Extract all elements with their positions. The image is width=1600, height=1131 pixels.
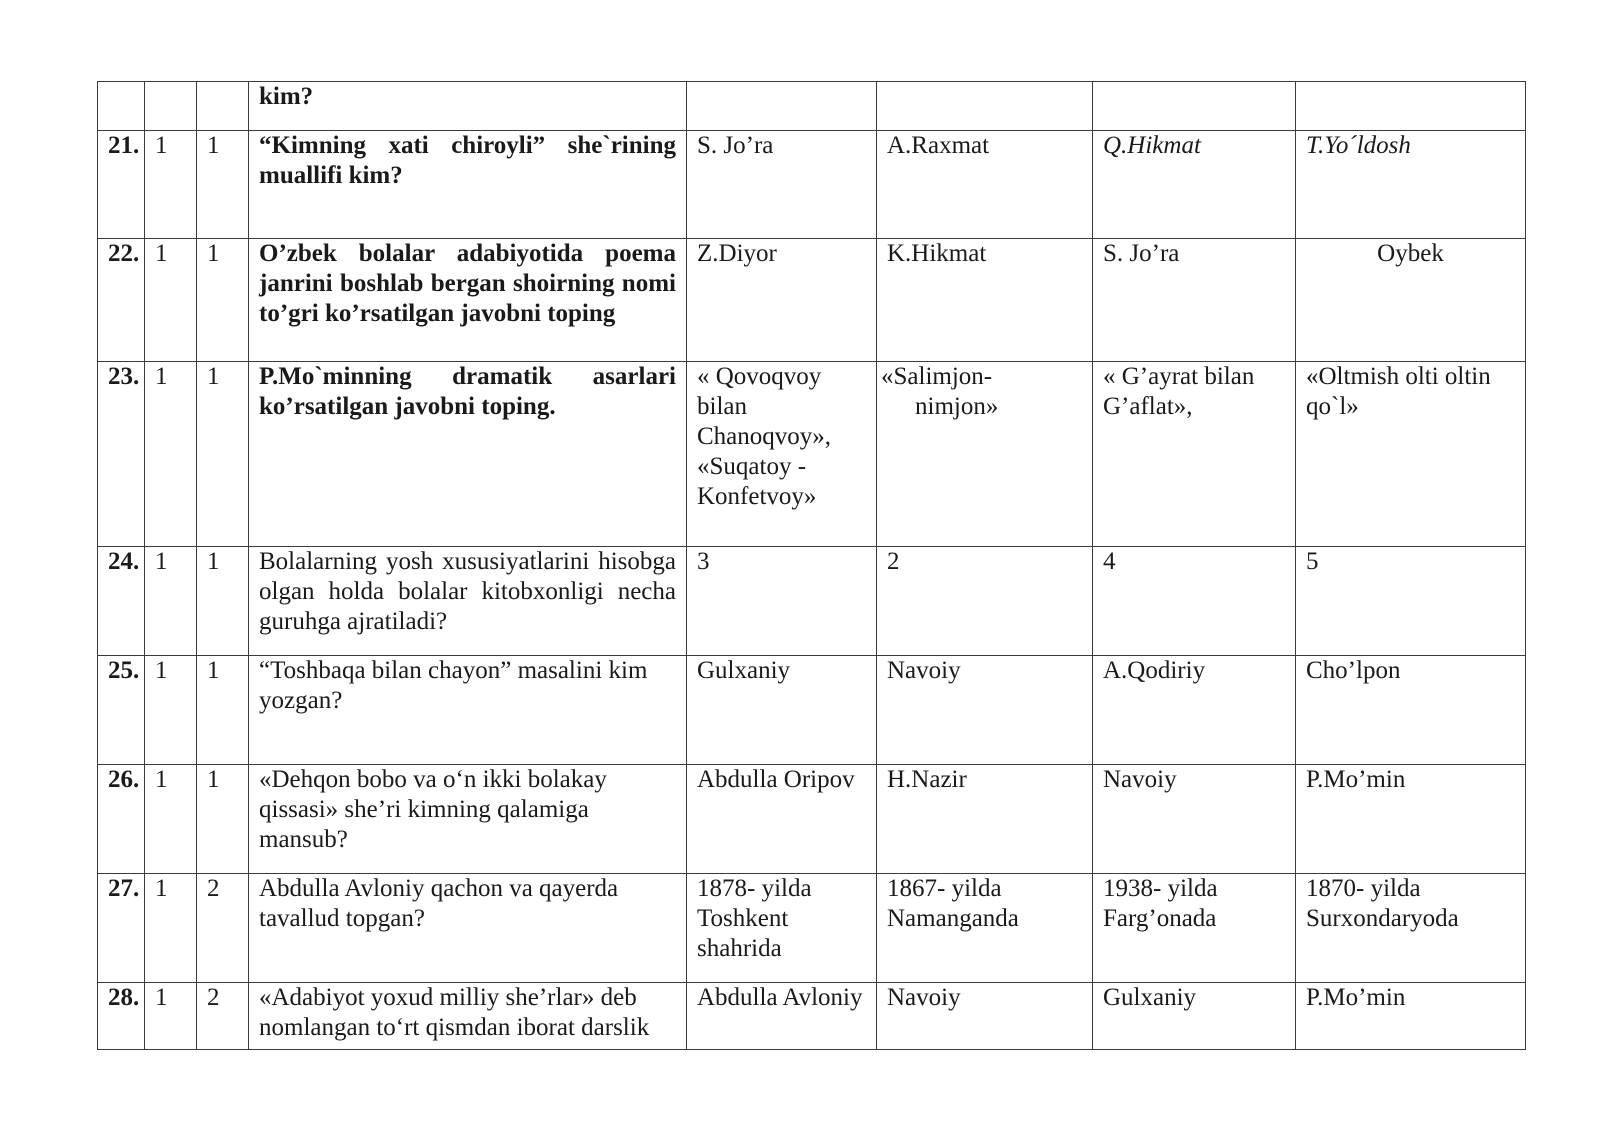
- option-4: P.Mo’min: [1296, 765, 1526, 874]
- option-2: [877, 362, 1093, 547]
- option-3: S. Jo’ra: [1093, 239, 1296, 362]
- option-4: 1870- yilda Surxondaryoda: [1296, 874, 1526, 983]
- option-1: Abdulla Avloniy: [687, 983, 877, 1050]
- table-row: [98, 765, 1526, 874]
- option-2: 2: [877, 547, 1093, 656]
- table-row: [98, 547, 1526, 656]
- option-3: A.Qodiriy: [1093, 656, 1296, 765]
- option-2: A.Raxmat: [877, 131, 1093, 239]
- option-1: 1878- yilda Toshkent shahrida: [687, 874, 877, 983]
- question-number: 28.: [98, 983, 145, 1050]
- option-3: [1093, 82, 1296, 131]
- option-1: Gulxaniy: [687, 656, 877, 765]
- option-1: « Qovoqvoy bilan Chanoqvoy», «Suqatoy - Konfetvoy»: [687, 362, 877, 547]
- question-text: “Toshbaqa bilan chayon” masalini kim yozgan?: [249, 656, 687, 765]
- level-b: 1: [197, 239, 249, 362]
- option-4: [1296, 82, 1526, 131]
- question-text: «Dehqon bobo va o‘n ikki bolakay qissasi» she’ri kimning qalamiga mansub?: [249, 765, 687, 874]
- option-4: P.Mo’min: [1296, 983, 1526, 1050]
- table-row: [98, 131, 1526, 239]
- table-row: [98, 983, 1526, 1050]
- option-1: 3: [687, 547, 877, 656]
- level-a: 1: [145, 362, 197, 547]
- option-3: Q.Hikmat: [1093, 131, 1296, 239]
- question-number: 27.: [98, 874, 145, 983]
- question-text: O’zbek bolalar adabiyotida poema janrini boshlab bergan shoirning nomi to’gri ko’rsatilgan javobni toping: [249, 239, 687, 362]
- table-row: [98, 656, 1526, 765]
- level-b: [197, 82, 249, 131]
- option-4: T.Yo´ldosh: [1296, 131, 1526, 239]
- question-text: «Adabiyot yoxud milliy she’rlar» deb nomlangan to‘rt qismdan iborat darslik: [249, 983, 687, 1050]
- level-a: 1: [145, 983, 197, 1050]
- option-4: «Oltmish olti oltin qo`l»: [1296, 362, 1526, 547]
- option-2: H.Nazir: [877, 765, 1093, 874]
- option-2: [877, 82, 1093, 131]
- option-4: Oybek: [1296, 239, 1526, 362]
- option-2: Navoiy: [877, 656, 1093, 765]
- question-number: [98, 82, 145, 131]
- level-b: 1: [197, 131, 249, 239]
- option-2-line-2: nimjon»: [915, 393, 999, 420]
- question-text: P.Mo`minning dramatik asarlari ko’rsatilgan javobni toping.: [249, 362, 687, 547]
- option-4: 5: [1296, 547, 1526, 656]
- question-text: Abdulla Avloniy qachon va qayerda tavallud topgan?: [249, 874, 687, 983]
- question-number: 24.: [98, 547, 145, 656]
- level-b: 1: [197, 547, 249, 656]
- question-number: 26.: [98, 765, 145, 874]
- option-2: K.Hikmat: [877, 239, 1093, 362]
- option-2-line-1: «Salimjon-: [881, 363, 993, 390]
- option-3: Gulxaniy: [1093, 983, 1296, 1050]
- option-3: Navoiy: [1093, 765, 1296, 874]
- level-a: [145, 82, 197, 131]
- table-row: [98, 362, 1526, 547]
- option-1: S. Jo’ra: [687, 131, 877, 239]
- level-b: 1: [197, 765, 249, 874]
- level-a: 1: [145, 239, 197, 362]
- option-4: Cho’lpon: [1296, 656, 1526, 765]
- level-a: 1: [145, 547, 197, 656]
- question-text: kim?: [249, 82, 687, 131]
- level-b: 1: [197, 362, 249, 547]
- level-a: 1: [145, 874, 197, 983]
- table-row: [98, 874, 1526, 983]
- option-1: Z.Diyor: [687, 239, 877, 362]
- question-number: 23.: [98, 362, 145, 547]
- question-text: “Kimning xati chiroyli” she`rining muallifi kim?: [249, 131, 687, 239]
- question-number: 21.: [98, 131, 145, 239]
- question-text: Bolalarning yosh xususiyatlarini hisobga olgan holda bolalar kitobxonligi necha guruhga ajratiladi?: [249, 547, 687, 656]
- option-1: Abdulla Oripov: [687, 765, 877, 874]
- table-row: [98, 82, 1526, 131]
- option-2: 1867- yilda Namanganda: [877, 874, 1093, 983]
- option-1: [687, 82, 877, 131]
- level-b: 2: [197, 983, 249, 1050]
- level-a: 1: [145, 131, 197, 239]
- quiz-table: [97, 81, 1526, 1050]
- question-number: 22.: [98, 239, 145, 362]
- option-2: Navoiy: [877, 983, 1093, 1050]
- level-a: 1: [145, 765, 197, 874]
- level-b: 2: [197, 874, 249, 983]
- option-3: « G’ayrat bilan G’aflat»,: [1093, 362, 1296, 547]
- level-b: 1: [197, 656, 249, 765]
- option-3: 4: [1093, 547, 1296, 656]
- option-3: 1938- yilda Farg’onada: [1093, 874, 1296, 983]
- table-row: [98, 239, 1526, 362]
- level-a: 1: [145, 656, 197, 765]
- question-number: 25.: [98, 656, 145, 765]
